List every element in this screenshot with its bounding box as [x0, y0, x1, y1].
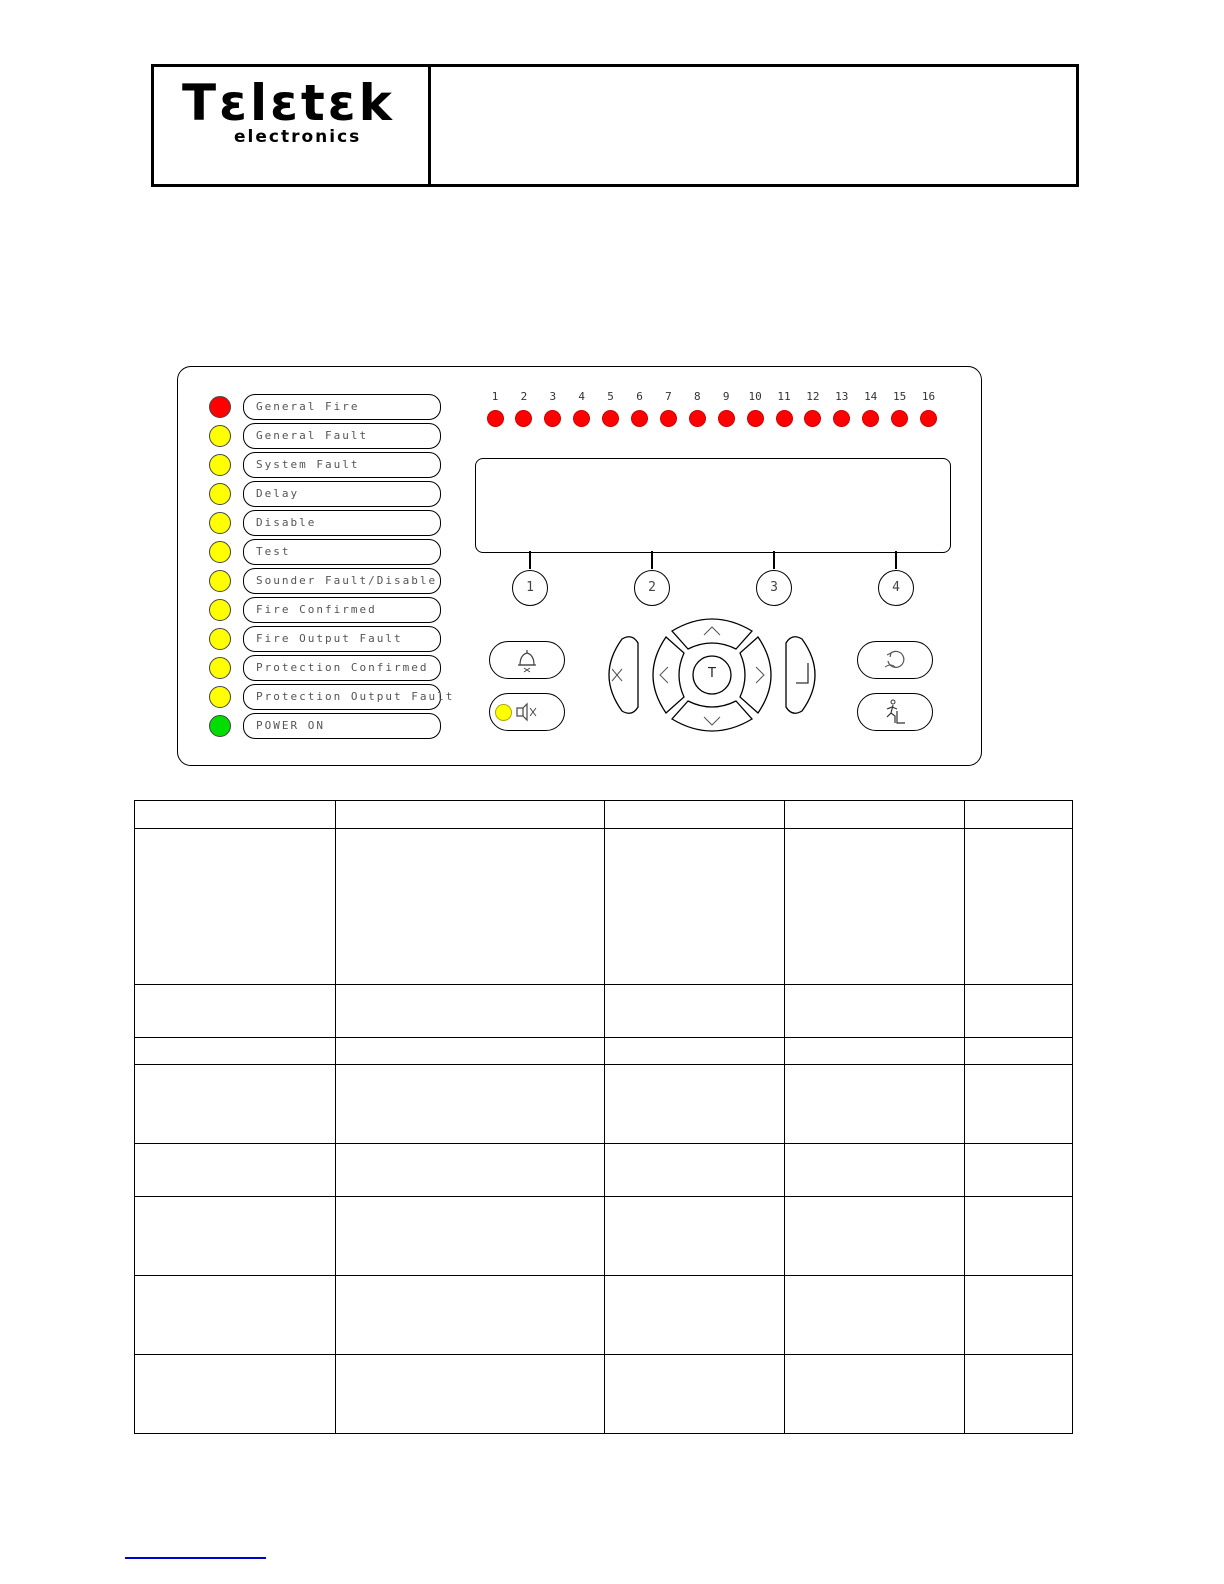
table-cell [336, 1144, 605, 1197]
zone-number: 8 [693, 390, 701, 403]
soft-key-connector [529, 551, 531, 569]
indicator-led [209, 483, 231, 505]
indicator-label-box [243, 713, 441, 739]
zone-number: 16 [921, 390, 936, 403]
zone-indicator [630, 390, 650, 427]
zone-number: 4 [578, 390, 585, 403]
zone-number: 12 [806, 390, 820, 403]
indicator-label: Disable [256, 516, 317, 529]
zone-led [776, 410, 793, 427]
zone-number: 10 [748, 390, 762, 403]
table-cell [135, 1276, 336, 1355]
table-cell [135, 1065, 336, 1144]
zone-led [920, 410, 937, 427]
table-cell [965, 801, 1073, 829]
zone-number: 7 [665, 390, 672, 403]
evacuate-button[interactable] [857, 693, 933, 731]
reset-button[interactable] [857, 641, 933, 679]
soft-key-1[interactable]: 1 [512, 570, 548, 606]
zone-indicator [890, 390, 910, 427]
zone-led [602, 410, 619, 427]
table-cell [785, 1355, 965, 1434]
zone-indicator [716, 390, 736, 427]
table-cell [605, 1038, 785, 1065]
zone-indicator [514, 390, 534, 427]
indicator-label-box [243, 423, 441, 449]
table-cell [605, 985, 785, 1038]
indicator-led [209, 628, 231, 650]
indicator-led [209, 454, 231, 476]
table-cell [135, 1355, 336, 1434]
arrow-right-icon [756, 667, 764, 683]
indicator-label-box [243, 626, 441, 652]
zone-led [487, 410, 504, 427]
zone-indicator [572, 390, 592, 427]
header-box [151, 64, 1079, 187]
indicator-row [209, 715, 444, 741]
indicator-label: Test [256, 545, 291, 558]
table-cell [965, 1144, 1073, 1197]
indicator-label-box [243, 568, 441, 594]
indicator-led [209, 599, 231, 621]
zone-indicator [832, 390, 852, 427]
sounder-button[interactable] [489, 641, 565, 679]
arrow-up-icon [704, 627, 720, 635]
enter-button[interactable] [786, 637, 815, 714]
table-cell [605, 1197, 785, 1276]
arrow-down-icon [704, 717, 720, 725]
table-cell [785, 801, 965, 829]
table-row [135, 801, 1073, 829]
zone-indicator [658, 390, 678, 427]
right-button[interactable] [740, 637, 771, 713]
indicator-label: System Fault [256, 458, 360, 471]
indicator-label-box [243, 452, 441, 478]
table-cell [336, 985, 605, 1038]
bell-off-icon [489, 641, 565, 679]
table-cell [965, 829, 1073, 985]
indicator-label: Protection Output Fault [256, 690, 455, 703]
zone-indicator [601, 390, 621, 427]
lcd-display [475, 458, 951, 553]
zone-led [862, 410, 879, 427]
table-cell [336, 829, 605, 985]
table-cell [336, 1038, 605, 1065]
logo-main-text: Tεlεtεk [182, 74, 395, 132]
indicator-led [209, 686, 231, 708]
table-row [135, 1276, 1073, 1355]
table-row [135, 1144, 1073, 1197]
soft-key-connector [773, 551, 775, 569]
table-cell [605, 1276, 785, 1355]
table-cell [605, 1355, 785, 1434]
indicator-label-box [243, 597, 441, 623]
indicator-row [209, 657, 444, 683]
indicator-row [209, 628, 444, 654]
indicator-label: General Fire [256, 400, 360, 413]
indicator-led [209, 541, 231, 563]
zone-number: 5 [607, 390, 614, 403]
table-cell [785, 985, 965, 1038]
zone-indicator [745, 390, 765, 427]
zone-indicator [543, 390, 563, 427]
table-cell [135, 1144, 336, 1197]
zone-indicator [774, 390, 794, 427]
zone-number: 11 [777, 390, 791, 403]
table-cell [605, 829, 785, 985]
zone-led [833, 410, 850, 427]
footer-link-underline [125, 1557, 266, 1559]
header-divider [428, 67, 431, 184]
table-cell [336, 801, 605, 829]
table-cell [336, 1355, 605, 1434]
cancel-button[interactable] [609, 637, 638, 714]
zone-led [747, 410, 764, 427]
zone-number: 2 [520, 390, 528, 403]
indicator-row [209, 483, 444, 509]
indicator-row [209, 454, 444, 480]
buzzer-mute-icon [489, 693, 565, 731]
zone-led [804, 410, 821, 427]
table-cell [965, 1197, 1073, 1276]
table-cell [605, 801, 785, 829]
zone-led [891, 410, 908, 427]
indicator-row [209, 686, 455, 712]
zone-indicator [919, 390, 939, 427]
indicator-label-box [243, 539, 441, 565]
indicator-row [209, 512, 444, 538]
table-cell [605, 1065, 785, 1144]
table-row [135, 1038, 1073, 1065]
indicator-row [209, 396, 444, 422]
test-key-label: T [708, 666, 716, 681]
table-cell [965, 1276, 1073, 1355]
table-cell [785, 1276, 965, 1355]
table-cell [336, 1197, 605, 1276]
table-cell [336, 1065, 605, 1144]
table-row [135, 985, 1073, 1038]
zone-led [631, 410, 648, 427]
enter-icon [796, 663, 808, 683]
left-button[interactable] [653, 637, 684, 713]
table-cell [785, 1197, 965, 1276]
indicator-led [209, 715, 231, 737]
indicator-led [209, 396, 231, 418]
indicator-label-box [243, 510, 441, 536]
indicator-label: Delay [256, 487, 300, 500]
zone-led [689, 410, 706, 427]
soft-key-connector [895, 551, 897, 569]
control-panel [177, 366, 982, 766]
zone-number: 9 [722, 390, 730, 403]
down-button[interactable] [672, 701, 752, 731]
indicator-row [209, 599, 444, 625]
indicator-label-box [243, 684, 455, 710]
indicator-label-box [243, 394, 441, 420]
zone-led [573, 410, 590, 427]
logo-sub-text: electronics [234, 127, 362, 147]
table-cell [135, 1197, 336, 1276]
arrow-left-icon [660, 667, 668, 683]
x-icon [612, 669, 622, 681]
zone-indicator [687, 390, 707, 427]
silence-buzzer-button[interactable] [489, 693, 565, 731]
indicator-label-box [243, 655, 441, 681]
zone-number: 13 [835, 390, 849, 403]
soft-key-3[interactable]: 3 [756, 570, 792, 606]
zone-number: 3 [549, 390, 557, 403]
table-row [135, 1355, 1073, 1434]
table-cell [135, 1038, 336, 1065]
zone-number: 1 [491, 390, 499, 403]
table-cell [965, 1065, 1073, 1144]
table-cell [336, 1276, 605, 1355]
indicator-label: Protection Confirmed [256, 661, 429, 674]
zone-number: 6 [636, 390, 643, 403]
table-cell [965, 1038, 1073, 1065]
zone-indicator [861, 390, 881, 427]
table-cell [135, 801, 336, 829]
table-row [135, 829, 1073, 985]
table-cell [605, 1144, 785, 1197]
table-row [135, 1197, 1073, 1276]
table-cell [135, 829, 336, 985]
indicator-row [209, 541, 444, 567]
zone-indicator [485, 390, 505, 427]
indicator-label: POWER ON [256, 719, 325, 732]
zone-number: 15 [892, 390, 907, 403]
table-cell [785, 1065, 965, 1144]
zone-led [660, 410, 677, 427]
indicator-label: Sounder Fault/Disable [256, 574, 438, 587]
zone-led [544, 410, 561, 427]
zone-indicator [803, 390, 823, 427]
indicator-led [209, 512, 231, 534]
indicator-led [209, 570, 231, 592]
indicator-row [209, 570, 444, 596]
zone-led [718, 410, 735, 427]
zone-led [515, 410, 532, 427]
indicator-row [209, 425, 444, 451]
table-cell [135, 985, 336, 1038]
soft-key-2[interactable]: 2 [634, 570, 670, 606]
indicator-label: Fire Output Fault [256, 632, 403, 645]
reset-icon [857, 641, 933, 679]
table-cell [965, 1355, 1073, 1434]
indicator-label: General Fault [256, 429, 369, 442]
table-cell [785, 829, 965, 985]
empty-table [134, 800, 1073, 1434]
teletek-logo [182, 75, 402, 157]
evacuate-icon [857, 693, 933, 731]
up-button[interactable] [672, 619, 752, 649]
soft-key-connector [651, 551, 653, 569]
indicator-led [209, 425, 231, 447]
zone-number: 14 [864, 390, 878, 403]
table-cell [965, 985, 1073, 1038]
table-row [135, 1065, 1073, 1144]
indicator-label: Fire Confirmed [256, 603, 377, 616]
soft-key-4[interactable]: 4 [878, 570, 914, 606]
table-cell [785, 1144, 965, 1197]
table-cell [785, 1038, 965, 1065]
indicator-label-box [243, 481, 441, 507]
indicator-led [209, 657, 231, 679]
